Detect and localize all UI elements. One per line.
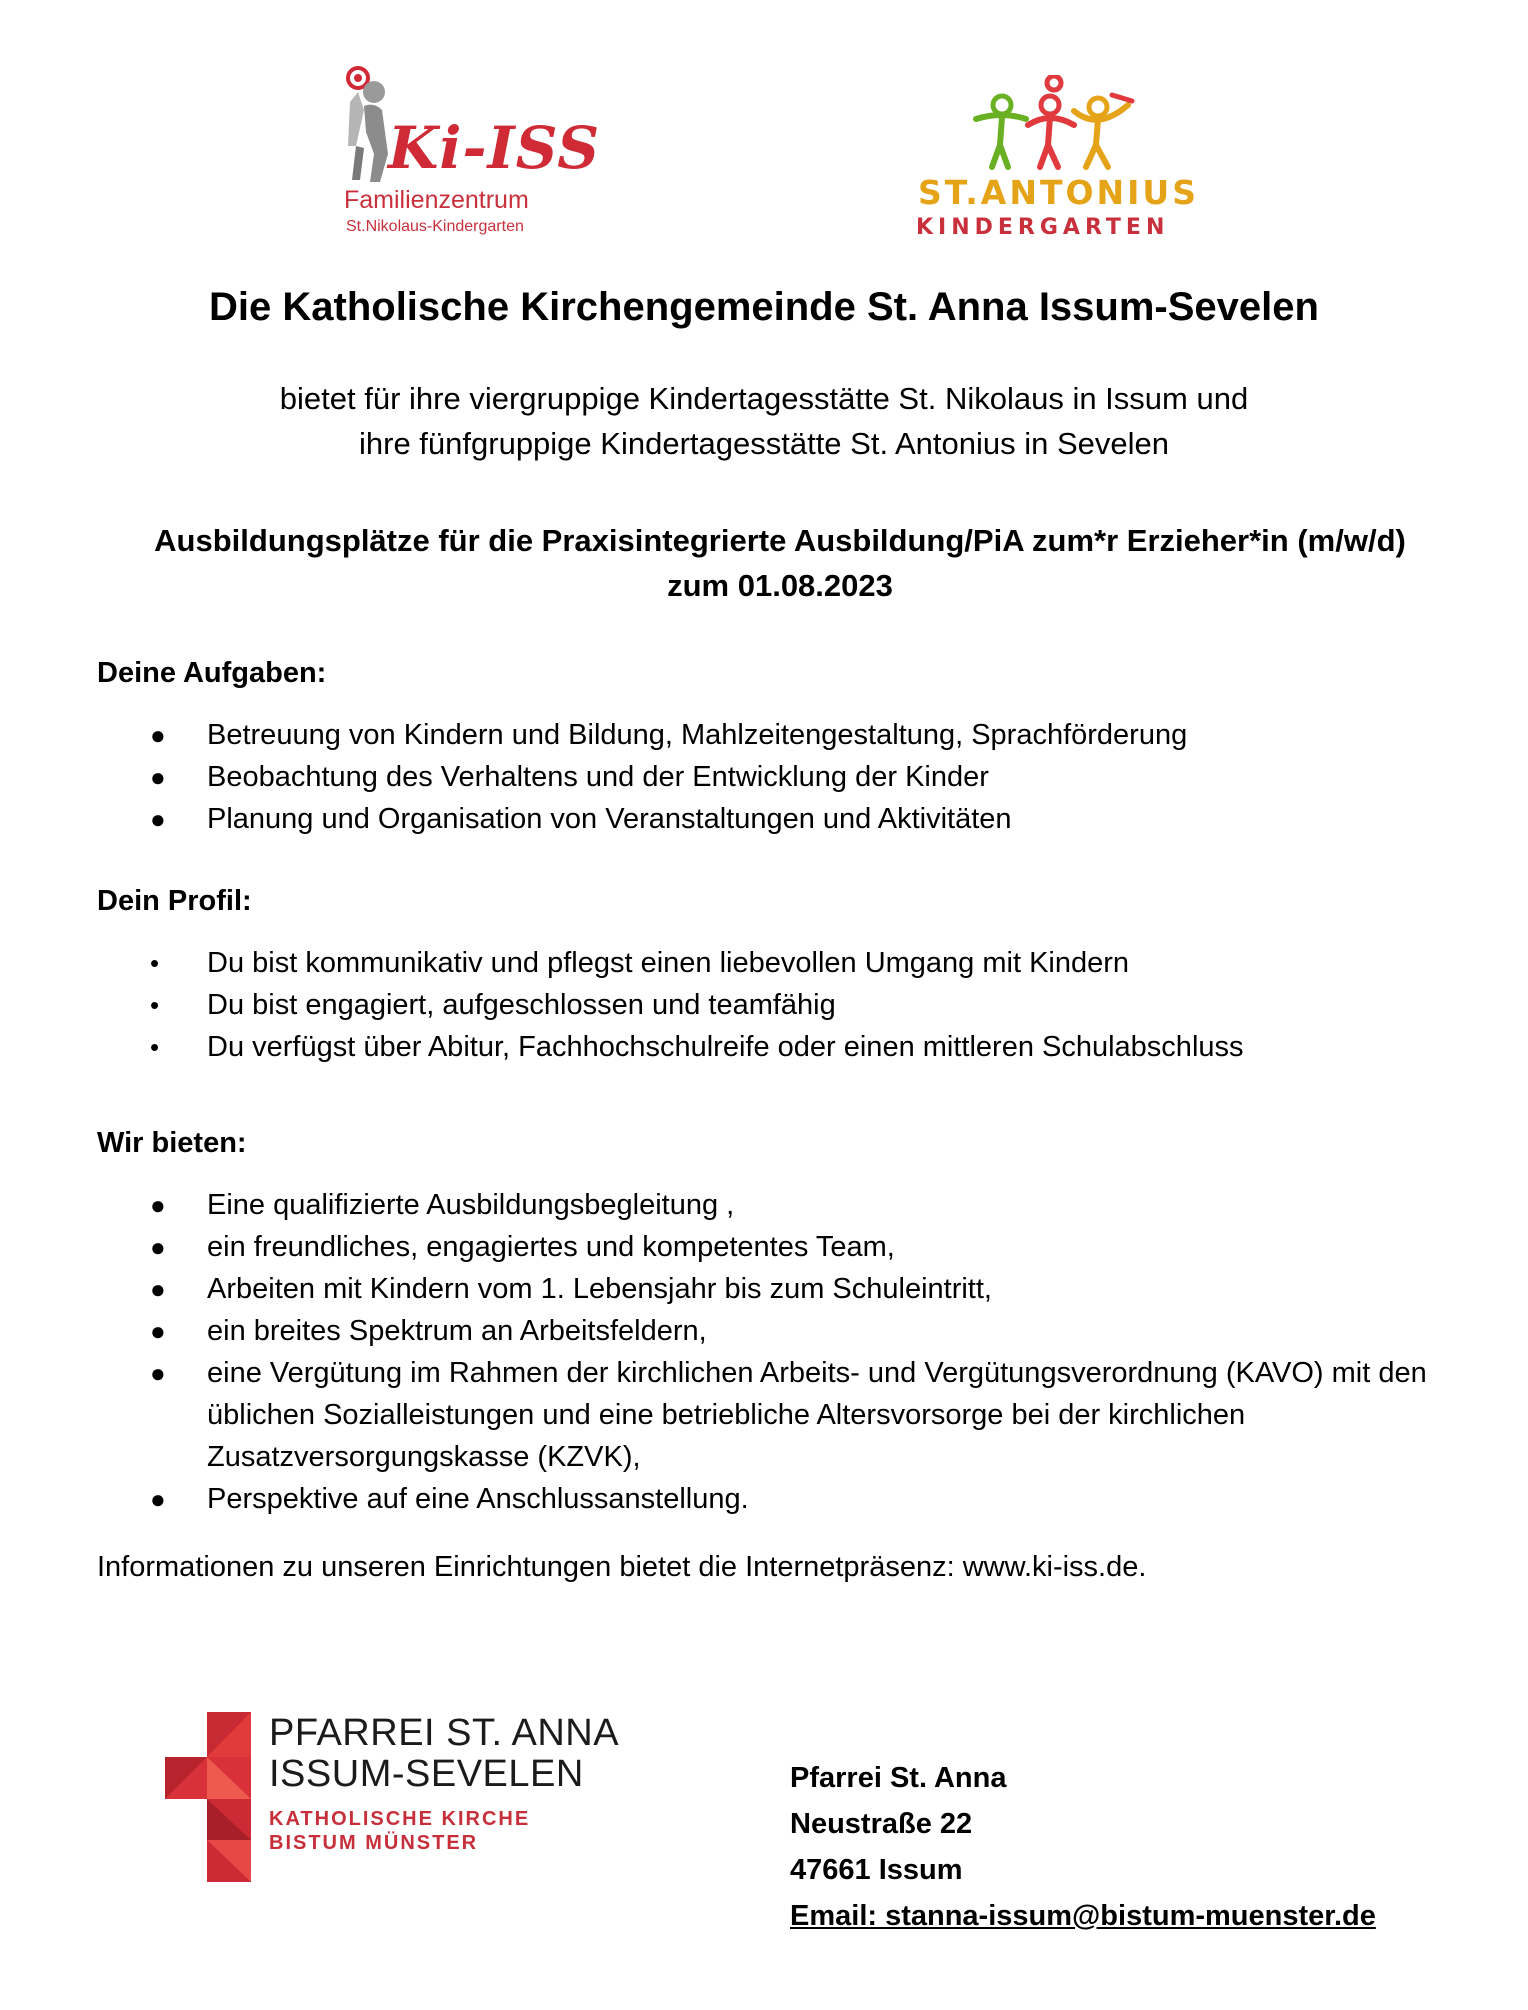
children-figures-icon [962, 75, 1142, 175]
bullet-icon: • [150, 1032, 160, 1062]
pfarrei-logo [165, 1712, 625, 1882]
address-city: 47661 Issum [790, 1854, 963, 1886]
list-item: ● Eine qualifizierte Ausbildungsbegleitung , [97, 1184, 1477, 1226]
position-start-date: zum 01.08.2023 [667, 568, 893, 603]
position-title [100, 518, 1460, 608]
intro-line-2: ihre fünfgruppige Kindertagesstätte St. Antonius in Sevelen [359, 426, 1169, 461]
contact-address [790, 1755, 1376, 1939]
list-item: ● Arbeiten mit Kindern vom 1. Lebensjahr bis zum Schuleintritt, [97, 1268, 1477, 1310]
pfarrei-diocese: BISTUM MÜNSTER [269, 1832, 479, 1854]
kiss-tagline: St.Nikolaus-Kindergarten [346, 218, 524, 235]
intro-text [0, 376, 1528, 466]
intro-line-1: bietet für ihre viergruppige Kindertagesstätte St. Nikolaus in Issum und [279, 381, 1249, 416]
list-item: ● Planung und Organisation von Veranstaltungen und Aktivitäten [97, 798, 1477, 840]
antonius-name: ST.ANTONIUS [918, 173, 1199, 212]
list-item: ● ein breites Spektrum an Arbeitsfeldern, [97, 1310, 1477, 1352]
section-heading-aufgaben: Deine Aufgaben: [97, 657, 327, 689]
section-heading-profil: Dein Profil: [97, 885, 252, 917]
kiss-logo [340, 62, 601, 242]
aufgaben-list [97, 714, 1477, 840]
antonius-kindergarten: KINDERGARTEN [916, 215, 1170, 240]
pfarrei-name: PFARREI ST. ANNA [269, 1712, 620, 1754]
bullet-icon: ● [150, 1358, 166, 1388]
list-item: ● Betreuung von Kindern und Bildung, Mahlzeitengestaltung, Sprachförderung [97, 714, 1477, 756]
pfarrei-church: KATHOLISCHE KIRCHE [269, 1808, 531, 1830]
pfarrei-location: ISSUM-SEVELEN [269, 1753, 584, 1795]
bullet-icon: • [150, 990, 160, 1020]
list-item: • Du verfügst über Abitur, Fachhochschulreife oder einen mittleren Schulabschluss [97, 1026, 1477, 1068]
email-link[interactable]: Email: stanna-issum@bistum-muenster.de [790, 1900, 1376, 1932]
bullet-icon: ● [150, 1274, 166, 1304]
bullet-icon: ● [150, 720, 166, 750]
bullet-icon: ● [150, 1190, 166, 1220]
page-title: Die Katholische Kirchengemeinde St. Anna Issum-Sevelen [209, 285, 1319, 329]
bullet-icon: ● [150, 804, 166, 834]
list-item: • Du bist engagiert, aufgeschlossen und teamfähig [97, 984, 1477, 1026]
list-item: ● Beobachtung des Verhaltens und der Entwicklung der Kinder [97, 756, 1477, 798]
address-name: Pfarrei St. Anna [790, 1762, 1007, 1794]
bullet-icon: ● [150, 1484, 166, 1514]
antonius-logo [910, 75, 1200, 240]
bullet-icon: ● [150, 1316, 166, 1346]
list-item: ● eine Vergütung im Rahmen der kirchlichen Arbeits- und Vergütungsverordnung (KAVO) mit den üblichen Sozialleistungen und eine betriebliche Altersvorsorge bei der kirchlichen Zusatzversorgungskasse (KZVK), [97, 1352, 1477, 1478]
bullet-icon: ● [150, 762, 166, 792]
list-item: • Du bist kommunikativ und pflegst einen liebevollen Umgang mit Kindern [97, 942, 1477, 984]
kiss-subtitle: Familienzentrum [344, 186, 529, 214]
website-info: Informationen zu unseren Einrichtungen bietet die Internetpräsenz: www.ki-iss.de. [97, 1551, 1147, 1583]
position-title-line-1: Ausbildungsplätze für die Praxisintegrierte Ausbildung/PiA zum*r Erzieher*in (m/w/d) [154, 523, 1406, 558]
list-item: ● Perspektive auf eine Anschlussanstellung. [97, 1478, 1477, 1520]
address-street: Neustraße 22 [790, 1808, 973, 1840]
section-heading-bieten: Wir bieten: [97, 1127, 247, 1159]
cross-icon [165, 1712, 251, 1882]
profil-list [97, 942, 1477, 1068]
kiss-brand-name: Ki-ISS [388, 114, 601, 182]
bullet-icon: • [150, 948, 160, 978]
list-item: ● ein freundliches, engagiertes und kompetentes Team, [97, 1226, 1477, 1268]
bullet-icon: ● [150, 1232, 166, 1262]
bieten-list [97, 1184, 1477, 1520]
